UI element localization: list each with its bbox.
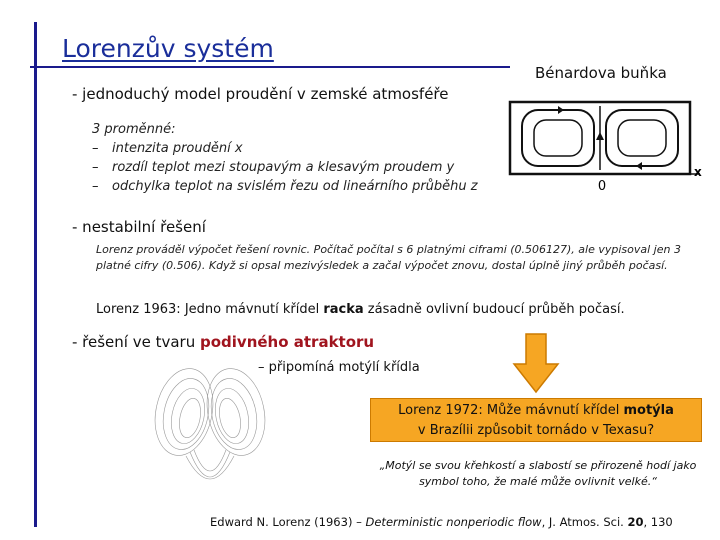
butterfly-note: – připomíná motýlí křídla [258, 360, 420, 375]
lorenz-1963-statement: Lorenz 1963: Jedno mávnutí křídel racka zásadně ovlivní budoucí průběh počasí. [96, 302, 625, 317]
axis-zero-label: 0 [597, 179, 607, 194]
variable-item [92, 158, 478, 177]
butterfly-quote: „Motýl se svou křehkostí a slabostí se přirozeně hodí jako symbol toho, že malé může ovlivnit velké.“ [379, 459, 697, 488]
benard-cell-diagram [500, 92, 710, 200]
variables-list [92, 120, 478, 196]
page-title: Lorenzův systém [62, 34, 274, 63]
reference-citation: Edward N. Lorenz (1963) – Deterministic nonperiodic flow, J. Atmos. Sci. 20, 130 [210, 515, 673, 529]
variable-item [92, 139, 478, 158]
variable-text: odchylka teplot na svislém řezu od lineárního průběhu z [112, 179, 478, 194]
left-vertical-rule [34, 22, 37, 527]
lorenz-1972-box: Lorenz 1972: Může mávnutí křídel motýla v Brazílii způsobit tornádo v Texasu? [370, 398, 702, 442]
convection-roll-right [606, 110, 678, 166]
lorenz-attractor-image [150, 352, 270, 507]
axis-x-label: x [694, 165, 702, 179]
title-underline-rule [30, 66, 510, 68]
bullet-attractor: - řešení ve tvaru podivného atraktoru [72, 333, 375, 351]
paragraph-calculation: Lorenz prováděl výpočet řešení rovnic. Počítač počítal s 6 platnými ciframi (0.506127), ale vypisoval jen 3 platné cifry (0.506). Když si opsal mezivýsledek a začal výpočet znovu, dostal úplně jiný průběh počasí. [96, 243, 681, 272]
bullet-unstable: - nestabilní řešení [72, 218, 206, 236]
dash: – [92, 179, 99, 194]
benard-cell-title: Bénardova buňka [535, 64, 667, 82]
bullet-model: - jednoduchý model proudění v zemské atmosféře [72, 85, 449, 103]
dash: – [92, 141, 99, 156]
convection-roll-left [522, 110, 594, 166]
variable-item [92, 177, 478, 196]
variable-text: intenzita proudění x [112, 141, 243, 156]
dash: – [92, 160, 99, 175]
down-arrow [512, 332, 560, 394]
variables-header: 3 proměnné: [92, 122, 176, 137]
variable-text: rozdíl teplot mezi stoupavým a klesavým proudem y [112, 160, 455, 175]
